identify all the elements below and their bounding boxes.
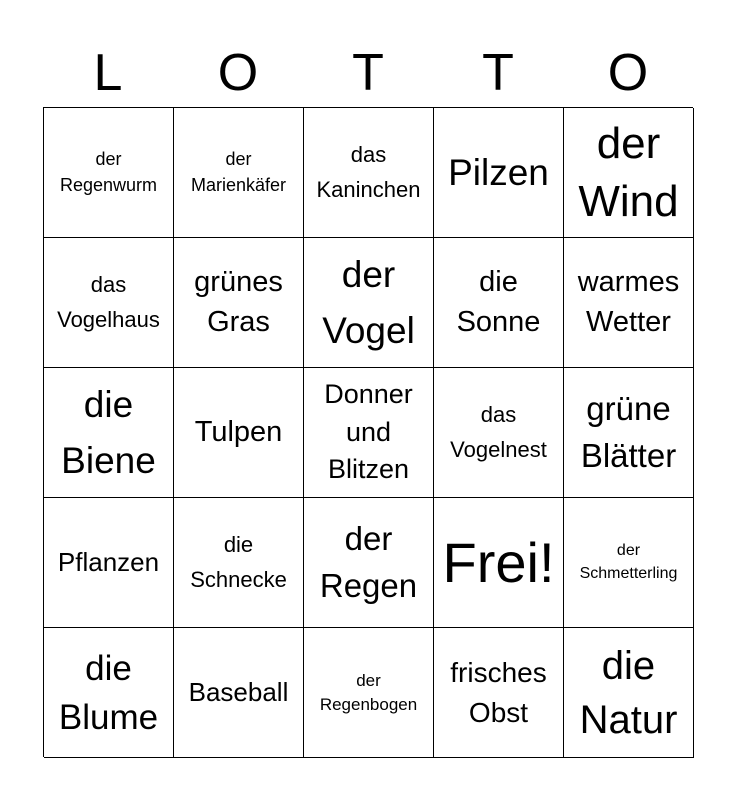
board-cell[interactable]: die Sonne	[434, 238, 564, 368]
free-space-cell[interactable]: Frei!	[434, 498, 564, 628]
board-cell[interactable]: das Kaninchen	[304, 108, 434, 238]
board-cell[interactable]: grüne Blätter	[564, 368, 694, 498]
board-cell[interactable]: die Schnecke	[174, 498, 304, 628]
board-cell[interactable]: das Vogelhaus	[44, 238, 174, 368]
board-cell[interactable]: der Regenwurm	[44, 108, 174, 238]
board-cell[interactable]: Donner und Blitzen	[304, 368, 434, 498]
board-cell[interactable]: der Regen	[304, 498, 434, 628]
header-letter-4: T	[482, 44, 514, 102]
board-cell[interactable]: der Schmetterling	[564, 498, 694, 628]
board-cell[interactable]: die Natur	[564, 628, 694, 758]
board-cell[interactable]: warmes Wetter	[564, 238, 694, 368]
board-cell[interactable]: die Biene	[44, 368, 174, 498]
board-cell[interactable]: die Blume	[44, 628, 174, 758]
bingo-board	[43, 107, 693, 757]
header-letter-3: T	[352, 44, 384, 102]
board-cell[interactable]: Baseball	[174, 628, 304, 758]
board-cell[interactable]: der Marienkäfer	[174, 108, 304, 238]
board-cell[interactable]: frisches Obst	[434, 628, 564, 758]
bingo-header	[43, 40, 693, 106]
header-letter-2: O	[217, 44, 259, 102]
board-cell[interactable]: grünes Gras	[174, 238, 304, 368]
board-cell[interactable]: der Regenbogen	[304, 628, 434, 758]
header-letter-5: O	[607, 44, 649, 102]
board-cell[interactable]: Pilzen	[434, 108, 564, 238]
board-cell[interactable]: das Vogelnest	[434, 368, 564, 498]
board-cell[interactable]: Tulpen	[174, 368, 304, 498]
header-letter-1: L	[93, 44, 123, 102]
board-cell[interactable]: der Vogel	[304, 238, 434, 368]
board-cell[interactable]: Pflanzen	[44, 498, 174, 628]
board-cell[interactable]: der Wind	[564, 108, 694, 238]
